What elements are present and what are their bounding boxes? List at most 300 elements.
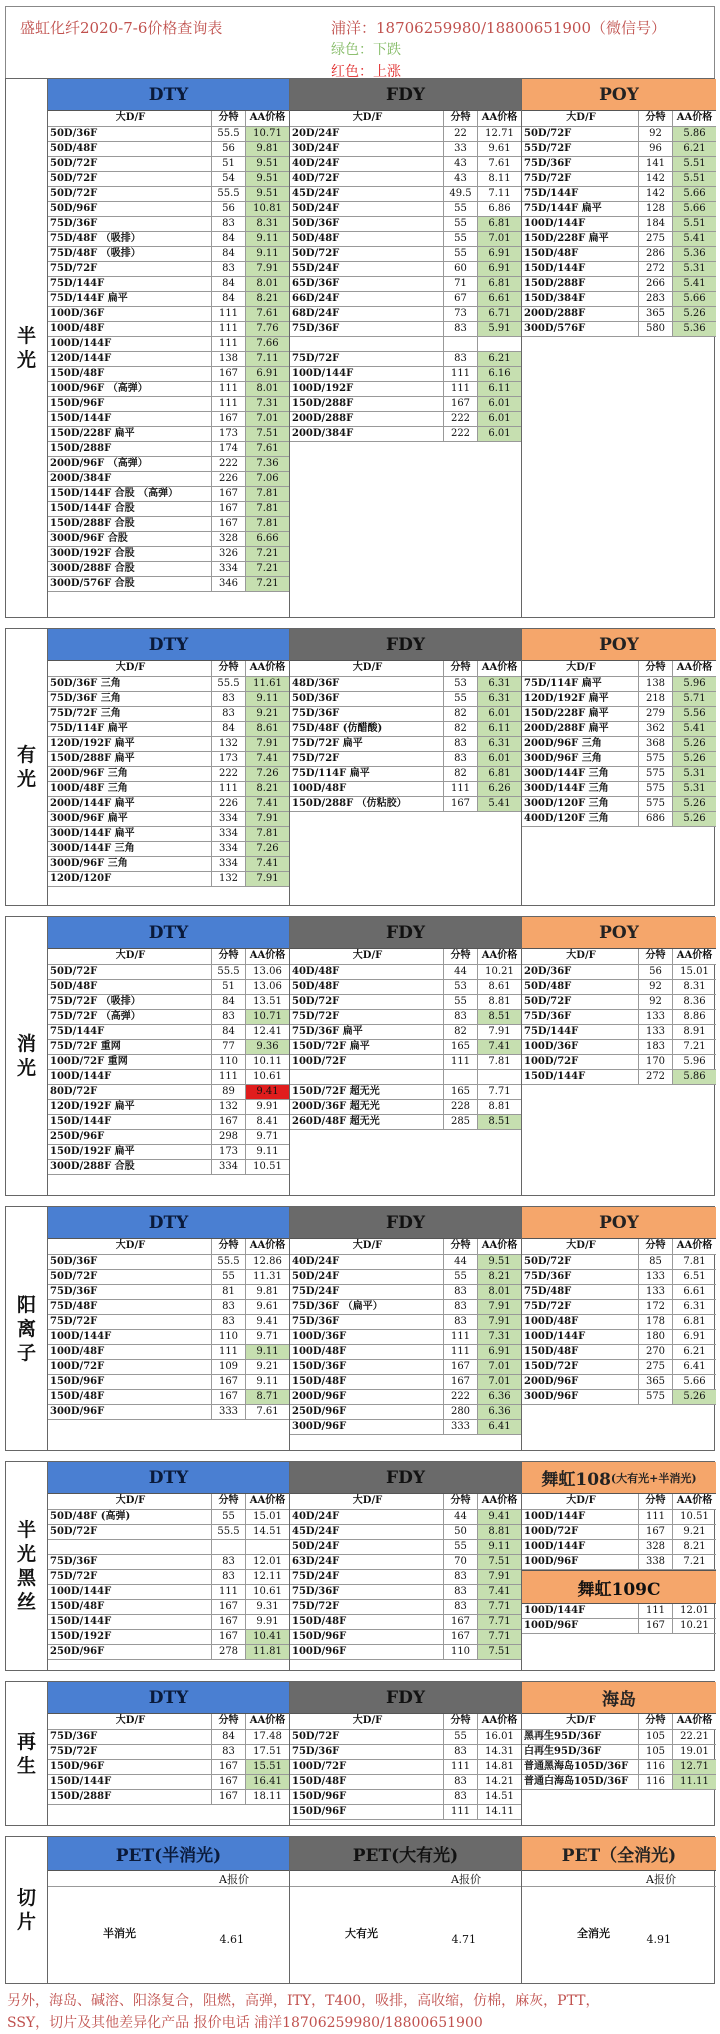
table-row [290, 382, 521, 397]
cell-price: 7.21 [245, 547, 289, 561]
cell-spec-name: 200D/288F [292, 413, 354, 424]
cell-price: 6.51 [672, 1270, 716, 1284]
dty-title [48, 629, 289, 661]
column-headers [522, 111, 716, 127]
sheet-title: 盛虹化纤2020-7-6价格查询表 [20, 19, 223, 37]
table-row [48, 1630, 289, 1645]
cell-spec-name: 150D/72F 扁平 [292, 1041, 370, 1052]
table-row [48, 1130, 289, 1145]
cell-spec-name: 300D/96F [50, 1406, 105, 1417]
table-row [48, 562, 289, 577]
cell-price: 7.41 [477, 1040, 521, 1054]
cell-spec-name: 50D/48F [50, 143, 98, 154]
cell-spec-name: 300D/120F 三角 [524, 798, 609, 809]
fdy-column [290, 1682, 522, 1825]
cell-dtex: 83 [211, 1010, 245, 1024]
cell-dtex: 84 [211, 1025, 245, 1039]
table-row [290, 1375, 521, 1390]
cell-dtex: 51 [211, 157, 245, 171]
cell-dtex: 49.5 [443, 187, 477, 201]
cell-dtex: 298 [211, 1130, 245, 1144]
cell-dtex: 167 [211, 487, 245, 501]
cell-dtex: 580 [638, 322, 672, 336]
fdy-title [290, 79, 521, 111]
cell-spec-name: 75D/72F [50, 1571, 98, 1582]
cell-dtex: 55.5 [211, 127, 245, 141]
cell-spec-name: 50D/72F [50, 173, 98, 184]
cell-dtex: 686 [638, 812, 672, 826]
table-row [290, 322, 521, 337]
cell-spec-name: 150D/192F [50, 1631, 112, 1642]
cell-dtex: 111 [638, 1604, 672, 1618]
cell-price: 7.81 [245, 502, 289, 516]
table-row [290, 352, 521, 367]
cell-price: 10.71 [245, 127, 289, 141]
table-row [290, 797, 521, 812]
cell-spec-name: 300D/576F [524, 323, 586, 334]
table-row [48, 1585, 289, 1600]
col-header-dtex: 分特 [638, 111, 672, 126]
cell-price: 7.91 [245, 812, 289, 826]
table-row [290, 1285, 521, 1300]
cell-dtex: 82 [443, 1025, 477, 1039]
table-row [290, 142, 521, 157]
cell-price: 7.71 [477, 1615, 521, 1629]
cell-price: 13.51 [245, 995, 289, 1009]
cell-dtex: 138 [638, 677, 672, 691]
table-row [48, 980, 289, 995]
cell-dtex: 346 [211, 577, 245, 591]
col-header-price: AA价格 [477, 1239, 521, 1254]
cell-price: 6.91 [477, 1345, 521, 1359]
cell-spec-name: 50D/72F [524, 1256, 572, 1267]
table-row [522, 767, 716, 782]
cell-spec-name: 200D/384F [50, 473, 112, 484]
poy-title [522, 1682, 716, 1714]
section-1 [5, 628, 715, 906]
cell-dtex: 173 [211, 752, 245, 766]
column-headers [48, 111, 289, 127]
cell-price: 8.21 [477, 1270, 521, 1284]
table-row [48, 487, 289, 502]
cell-price: 7.01 [477, 1360, 521, 1374]
column-headers [48, 1714, 289, 1730]
cell-dtex: 338 [638, 1555, 672, 1569]
cell-dtex: 83 [211, 217, 245, 231]
table-row [290, 172, 521, 187]
cell-spec-name: 100D/96F [524, 1620, 579, 1631]
cell-price: 6.36 [477, 1405, 521, 1419]
cell-spec-name: 黑再生95D/36F [524, 1731, 602, 1742]
cell-price: 5.56 [672, 707, 716, 721]
table-row [522, 1345, 716, 1360]
table-row [48, 352, 289, 367]
cell-price: 9.51 [245, 157, 289, 171]
cell-spec-name: 75D/114F 扁平 [50, 723, 128, 734]
cell-spec-name: 75D/24F [292, 1571, 340, 1582]
cell-dtex: 44 [443, 1510, 477, 1524]
cell-spec-name: 100D/36F [524, 1041, 579, 1052]
cell-dtex: 133 [638, 1025, 672, 1039]
col-header-dtex: 分特 [638, 661, 672, 676]
cell-price: 19.01 [672, 1745, 716, 1759]
dty-title-text: DTY [148, 1467, 189, 1488]
cell-spec-name: 50D/36F 三角 [50, 678, 121, 689]
cell-spec-name: 150D/48F [292, 1616, 347, 1627]
table-row [290, 307, 521, 322]
cell-dtex: 55 [443, 202, 477, 216]
dty-title [48, 1682, 289, 1714]
cell-price: 6.71 [477, 307, 521, 321]
cell-spec-name: 50D/48F [292, 981, 340, 992]
cell-price: 9.61 [477, 142, 521, 156]
cell-dtex: 83 [211, 692, 245, 706]
col-header-dtex: 分特 [638, 949, 672, 964]
cell-spec-name: 300D/144F 三角 [524, 783, 609, 794]
cell-spec-name: 150D/144F [50, 1116, 112, 1127]
cell-dtex: 279 [638, 707, 672, 721]
col-header-name: 大D/F [352, 662, 383, 673]
table-row [48, 737, 289, 752]
table-row [48, 1330, 289, 1345]
table-row [290, 707, 521, 722]
table-row [290, 1775, 521, 1790]
cell-price: 8.81 [477, 1525, 521, 1539]
table-row [522, 1055, 716, 1070]
column-headers [522, 1714, 716, 1730]
cell-price: 8.21 [245, 292, 289, 306]
cell-price: 9.41 [245, 1315, 289, 1329]
cell-spec-name: 100D/96F [524, 1556, 579, 1567]
cell-dtex: 83 [211, 1555, 245, 1569]
table-row [48, 1540, 289, 1555]
cell-dtex: 55.5 [211, 187, 245, 201]
cell-dtex: 183 [638, 1040, 672, 1054]
table-row [48, 202, 289, 217]
section-columns [48, 917, 716, 1195]
table-row [522, 1300, 716, 1315]
cell-dtex: 71 [443, 277, 477, 291]
table-row [522, 1040, 716, 1055]
cell-dtex: 133 [638, 1285, 672, 1299]
cell-dtex: 272 [638, 1070, 672, 1084]
cell-price: 7.21 [672, 1040, 716, 1054]
col-header-name: 大D/F [352, 1715, 383, 1726]
cell-spec-name: 75D/36F [524, 158, 572, 169]
table-row [48, 1345, 289, 1360]
table-row [48, 157, 289, 172]
cell-dtex: 368 [638, 737, 672, 751]
cell-dtex: 222 [443, 1390, 477, 1404]
cell-price: 15.51 [245, 1760, 289, 1774]
cell-dtex: 50 [443, 1525, 477, 1539]
table-row [290, 1345, 521, 1360]
cell-price: 13.06 [245, 980, 289, 994]
cell-spec-name: 40D/72F [292, 173, 340, 184]
table-row [522, 1510, 716, 1525]
cell-price: 14.11 [477, 1805, 521, 1819]
poy-title-text: POY [599, 84, 639, 105]
cell-price: 14.21 [477, 1775, 521, 1789]
cell-price: 8.21 [672, 1540, 716, 1554]
cell-price: 7.91 [477, 1300, 521, 1314]
cell-price: 5.51 [672, 157, 716, 171]
cell-dtex: 81 [211, 1285, 245, 1299]
cell-price: 7.21 [672, 1555, 716, 1569]
table-row [522, 1360, 716, 1375]
cell-price: 7.41 [245, 857, 289, 871]
col-header-dtex: 分特 [638, 1714, 672, 1729]
cell-price: 8.31 [672, 980, 716, 994]
poy-title [522, 79, 716, 111]
cell-price: 14.81 [477, 1760, 521, 1774]
pet-price-header: A报价 [48, 1871, 289, 1887]
table-row [522, 322, 716, 337]
cell-spec-name: 75D/72F [292, 1011, 340, 1022]
cell-spec-name: 48D/36F [292, 678, 340, 689]
cell-price: 7.91 [477, 1025, 521, 1039]
cell-dtex: 167 [211, 1775, 245, 1789]
cell-price: 12.01 [672, 1604, 716, 1618]
contact-line: 浦洋：18706259980/18800651900（微信号） [331, 19, 667, 37]
cell-dtex: 55 [443, 232, 477, 246]
col-header-price: AA价格 [245, 1239, 289, 1254]
cell-dtex: 132 [211, 872, 245, 886]
poy-subtitle: 舞虹109C [522, 1570, 716, 1604]
cell-dtex: 275 [638, 232, 672, 246]
cell-dtex: 111 [638, 1510, 672, 1524]
cell-spec-name: 75D/72F [524, 173, 572, 184]
cell-spec-name: 50D/72F [50, 966, 98, 977]
table-row [290, 1570, 521, 1585]
cell-dtex: 173 [211, 427, 245, 441]
cell-dtex: 334 [211, 842, 245, 856]
cell-spec-name: 75D/36F [50, 1556, 98, 1567]
cell-dtex: 55.5 [211, 1255, 245, 1269]
section-label: 有光 [6, 629, 48, 905]
cell-spec-name: 45D/24F [292, 188, 340, 199]
table-row [290, 1330, 521, 1345]
col-header-name: 大D/F [115, 112, 146, 123]
cell-spec-name: 50D/72F [524, 128, 572, 139]
fdy-title-text: FDY [386, 84, 425, 105]
cell-price: 7.81 [245, 827, 289, 841]
fdy-title-text: FDY [386, 1212, 425, 1233]
cell-spec-name: 45D/24F [292, 1526, 340, 1537]
table-row [522, 1390, 716, 1405]
col-header-name: 大D/F [352, 1240, 383, 1251]
cell-spec-name: 30D/24F [292, 143, 340, 154]
cell-spec-name: 75D/72F [292, 753, 340, 764]
cell-price: 14.51 [477, 1790, 521, 1804]
table-row [48, 127, 289, 142]
cell-spec-name: 75D/72F [50, 263, 98, 274]
cell-spec-name: 300D/96F 三角 [524, 753, 602, 764]
cell-price: 9.81 [245, 142, 289, 156]
cell-spec-name: 250D/96F [50, 1131, 105, 1142]
cell-spec-name [290, 337, 443, 351]
cell-spec-name: 100D/72F [292, 1056, 347, 1067]
table-row [290, 202, 521, 217]
cell-price: 5.31 [672, 262, 716, 276]
cell-spec-name: 150D/144F 合股 [50, 503, 135, 514]
cell-price: 12.01 [245, 1555, 289, 1569]
section-label: 半光黑丝 [6, 1462, 48, 1670]
cell-dtex: 83 [443, 1570, 477, 1584]
table-row [290, 1585, 521, 1600]
cell-price: 7.91 [477, 1570, 521, 1584]
cell-price: 6.16 [477, 367, 521, 381]
cell-dtex: 85 [638, 1255, 672, 1269]
cell-dtex: 53 [443, 677, 477, 691]
cell-dtex: 326 [211, 547, 245, 561]
table-row [290, 187, 521, 202]
table-row [522, 1270, 716, 1285]
cell-spec-name: 75D/72F （吸排） [50, 996, 141, 1007]
cell-price: 12.41 [245, 1025, 289, 1039]
cell-price: 5.51 [672, 172, 716, 186]
table-row [48, 1405, 289, 1420]
table-row [290, 427, 521, 442]
cell-dtex: 55.5 [211, 965, 245, 979]
cell-price: 9.71 [245, 1130, 289, 1144]
cell-price: 8.86 [672, 1010, 716, 1024]
cell-dtex: 44 [443, 965, 477, 979]
cell-price: 6.81 [477, 217, 521, 231]
dty-title-text: DTY [148, 922, 189, 943]
dty-column [48, 1462, 290, 1670]
col-header-dtex: 分特 [211, 111, 245, 126]
cell-spec-name [48, 1540, 211, 1554]
cell-price: 15.01 [245, 1510, 289, 1524]
cell-dtex: 83 [443, 1010, 477, 1024]
table-row [290, 397, 521, 412]
table-row [522, 1330, 716, 1345]
cell-price: 7.21 [245, 562, 289, 576]
col-header-dtex: 分特 [638, 1239, 672, 1254]
table-row [522, 1540, 716, 1555]
fdy-title-text: FDY [386, 634, 425, 655]
cell-spec-name [290, 1070, 443, 1084]
table-row [48, 337, 289, 352]
cell-spec-name: 250D/96F [50, 1646, 105, 1657]
table-row [522, 277, 716, 292]
cell-dtex: 278 [211, 1645, 245, 1659]
table-row [290, 292, 521, 307]
cell-price: 5.41 [477, 797, 521, 811]
col-header-name: 大D/F [566, 950, 596, 961]
cell-dtex: 83 [211, 1745, 245, 1759]
table-row [522, 262, 716, 277]
cell-price: 17.48 [245, 1730, 289, 1744]
cell-price: 7.01 [477, 232, 521, 246]
table-row [522, 1604, 716, 1619]
col-header-name: 大D/F [352, 112, 383, 123]
table-row [522, 737, 716, 752]
col-header-price: AA价格 [477, 1714, 521, 1729]
cell-spec-name: 150D/228F 扁平 [524, 708, 609, 719]
table-row [48, 1270, 289, 1285]
cell-dtex: 110 [443, 1645, 477, 1659]
dty-column [48, 917, 290, 1195]
col-header-name: 大D/F [566, 112, 596, 123]
table-row [48, 322, 289, 337]
cell-spec-name: 150D/144F [50, 413, 112, 424]
table-row [48, 1570, 289, 1585]
cell-spec-name: 100D/36F [292, 1331, 347, 1342]
cell-dtex: 138 [211, 352, 245, 366]
col-header-name: 大D/F [115, 1715, 146, 1726]
cell-price: 6.21 [477, 352, 521, 366]
cell-dtex: 167 [443, 797, 477, 811]
poy-column [522, 1462, 716, 1670]
column-headers [290, 661, 521, 677]
cell-price: 8.01 [245, 277, 289, 291]
cell-spec-name: 150D/288F （仿粘胶） [292, 798, 407, 809]
cell-price: 7.71 [477, 1630, 521, 1644]
table-row [522, 980, 716, 995]
cell-dtex: 167 [443, 1360, 477, 1374]
cell-price: 6.31 [477, 737, 521, 751]
cell-price: 10.11 [245, 1055, 289, 1069]
cell-dtex [211, 1540, 245, 1554]
cell-price: 7.91 [245, 262, 289, 276]
cell-price: 6.01 [477, 752, 521, 766]
poy-note: (大有光+半消光) [610, 1471, 697, 1485]
cell-dtex: 222 [211, 767, 245, 781]
cell-dtex: 111 [211, 1070, 245, 1084]
cell-spec-name: 75D/144F [50, 1026, 105, 1037]
table-row [48, 1360, 289, 1375]
table-row [48, 1510, 289, 1525]
cell-spec-name: 300D/96F [524, 1391, 579, 1402]
cell-spec-name: 50D/72F [292, 248, 340, 259]
cell-spec-name: 40D/24F [292, 158, 340, 169]
table-row [522, 797, 716, 812]
cell-price: 9.81 [245, 1285, 289, 1299]
cell-spec-name: 75D/72F 三角 [50, 708, 121, 719]
cell-spec-name: 75D/144F 扁平 [50, 293, 128, 304]
cell-price: 8.11 [477, 172, 521, 186]
table-row [48, 1525, 289, 1540]
cell-price: 8.81 [477, 995, 521, 1009]
cell-spec-name: 300D/576F 合股 [50, 578, 135, 589]
table-row [290, 722, 521, 737]
cell-spec-name: 150D/96F [50, 1761, 105, 1772]
cell-price: 11.31 [245, 1270, 289, 1284]
cell-spec-name: 65D/36F [292, 278, 340, 289]
cell-dtex: 55 [443, 1540, 477, 1554]
cell-dtex: 142 [638, 172, 672, 186]
cell-dtex: 173 [211, 1145, 245, 1159]
section-columns [48, 629, 716, 905]
cell-dtex: 275 [638, 1360, 672, 1374]
cell-price: 10.51 [672, 1510, 716, 1524]
cell-price [477, 1070, 521, 1084]
table-row [290, 1405, 521, 1420]
table-row [48, 1115, 289, 1130]
cell-price: 7.91 [245, 737, 289, 751]
cell-price: 9.61 [245, 1300, 289, 1314]
pet-label: 切片 [6, 1837, 48, 1983]
cell-spec-name: 50D/72F [50, 1271, 98, 1282]
col-header-dtex: 分特 [211, 1714, 245, 1729]
fdy-column [290, 1207, 522, 1450]
table-row [290, 1630, 521, 1645]
cell-price: 8.71 [245, 1390, 289, 1404]
col-header-dtex: 分特 [638, 1494, 672, 1509]
cell-spec-name: 100D/144F [524, 218, 586, 229]
